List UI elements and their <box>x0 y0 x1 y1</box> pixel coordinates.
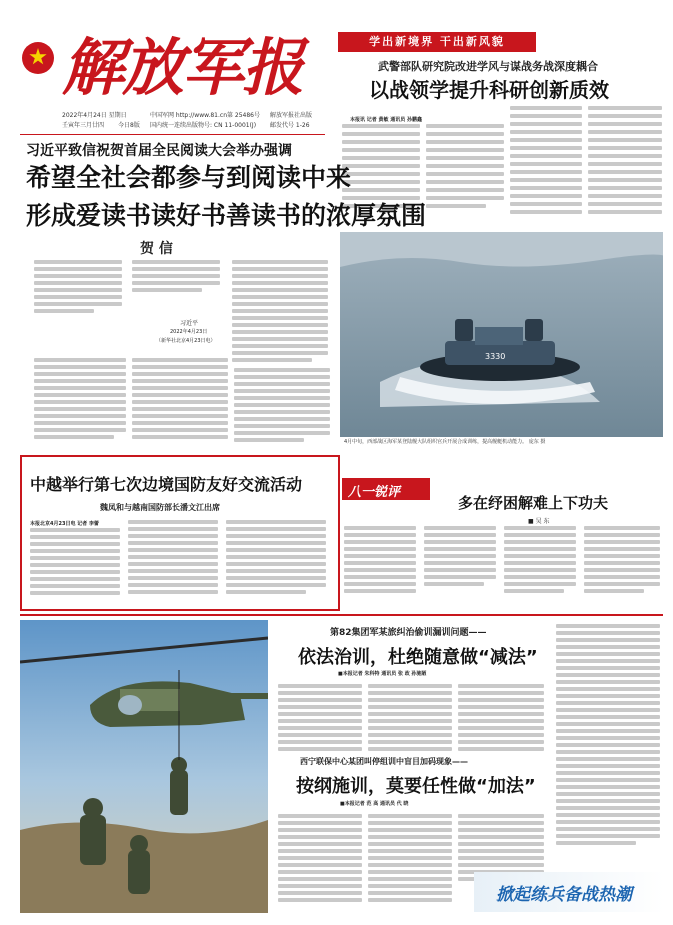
border-story-body <box>30 520 330 600</box>
banner-slogan: 掀起练兵备战热潮 <box>496 885 632 905</box>
bottom-byline-2: ■本报记者 范 高 通讯员 代 晓 <box>340 801 409 807</box>
lead-byline: 本报讯 记者 黄敏 通讯员 孙鹏鑫 <box>350 117 422 123</box>
emblem-icon <box>22 42 54 74</box>
border-byline: 本报北京4月23日电 记者 李蕾 <box>30 521 99 527</box>
issue-number: 第 25486号 <box>227 112 260 119</box>
letter-source: （新华社北京4月23日电） <box>156 338 216 344</box>
lead-kicker: 武警部队研究院改进学风与谋战务战深度耦合 <box>378 60 598 73</box>
top-story-body <box>34 358 334 448</box>
letter-date: 2022年4月23日 <box>170 329 208 335</box>
photo-caption: 4月中旬，西部战区海军某登陆舰大队组织官兵开展合成训练，提高舰艇机动能力。 庞东 摄 <box>344 439 546 445</box>
bottom-right-column <box>556 624 662 864</box>
border-headline: 中越举行第七次边境国防友好交流活动 <box>30 475 303 494</box>
column-headline: 多在纾困解难上下功夫 <box>458 494 609 512</box>
edition-count: 今日8版 <box>118 122 140 129</box>
bottom-byline-1: ■本报记者 朱科特 通讯员 张 政 孙驰陋 <box>338 671 427 677</box>
publisher: 解放军报社出版 <box>270 112 313 119</box>
lunar-date: 壬寅年三月廿四 <box>62 122 105 129</box>
issue-date: 2022年4月24日 星期日 <box>62 112 127 119</box>
column-author: ■ 吴 东 <box>528 518 550 525</box>
postal-code: 邮发代号 1-26 <box>270 122 310 129</box>
letter-body <box>34 260 334 370</box>
slogan-banner: 学出新境界 干出新风貌 <box>338 32 536 52</box>
bottom-kicker-2: 西宁联保中心某团叫停组训中盲目加码现象—— <box>300 757 468 766</box>
column-body <box>344 526 662 606</box>
letter-title: 贺 信 <box>140 241 173 257</box>
hovercraft-photo <box>340 232 663 437</box>
masthead-rule <box>20 134 325 135</box>
svg-text:3330: 3330 <box>485 352 506 361</box>
website: 中国军网 http://www.81.cn <box>150 112 228 119</box>
bottom-headline-2: 按纲施训，莫要任性做“加法” <box>296 776 536 797</box>
top-headline-2: 形成爱读书读好书善读书的浓厚氛围 <box>26 201 427 230</box>
helicopter-photo <box>20 620 268 913</box>
newspaper-title: 解放军报 <box>62 31 303 104</box>
bottom-kicker-1: 第82集团军某旅纠治偷训漏训问题—— <box>330 628 487 638</box>
cn-number: 国内统一连续出版物号: CN 11-0001(J) <box>150 122 257 129</box>
top-headline-1: 希望全社会都参与到阅读中来 <box>26 163 352 192</box>
section-divider <box>20 614 663 616</box>
lead-headline: 以战领学提升科研创新质效 <box>369 78 609 102</box>
bottom-headline-1: 依法治训，杜绝随意做“减法” <box>298 647 538 668</box>
top-kicker: 习近平致信祝贺首届全民阅读大会举办强调 <box>26 143 292 159</box>
letter-signature: 习近平 <box>180 320 199 327</box>
column-label: 八一锐评 <box>348 485 401 500</box>
border-subhead: 魏凤和与越南国防部长潘文江出席 <box>100 503 220 512</box>
